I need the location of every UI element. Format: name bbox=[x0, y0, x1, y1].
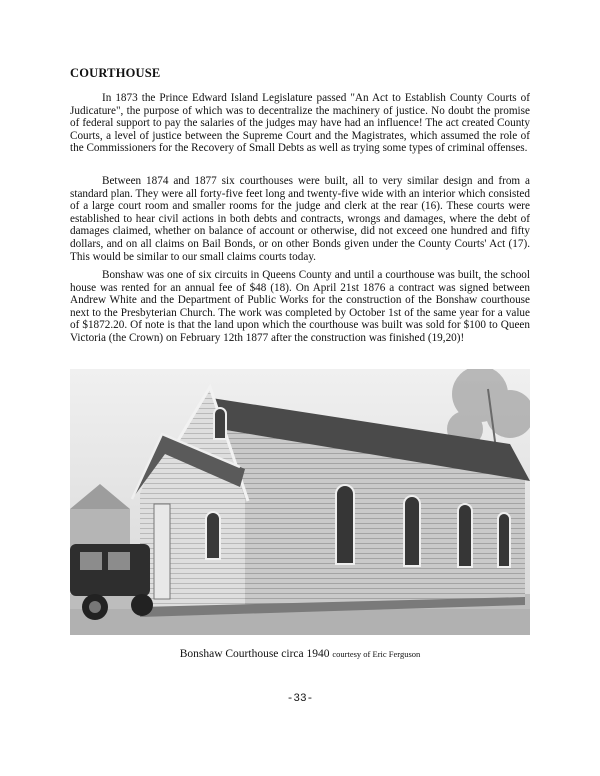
paragraph-3: Bonshaw was one of six circuits in Queens County and until a courthouse was built, the school house was rented for an annual fee of $48 (18). On April 21st 1876 a contract was signed between Andrew White and the Department of Public Works for the construction of the Bonshaw courthouse next to the Presbyterian Church. The work was completed by October 1st of the same year for a value of $1872.20. Of note is that the land upon which the courthouse was built was sold for $100 to Queen Victoria (the Crown) on February 12th 1877 after the construction was finished (19,20)! bbox=[70, 269, 530, 344]
page-number: -33- bbox=[286, 693, 314, 705]
caption-credit: courtesy of Eric Ferguson bbox=[332, 649, 421, 659]
paragraph-2: Between 1874 and 1877 six courthouses were built, all to very similar design and from a standard plan. They were all forty-five feet long and twenty-five wide with an interior which consisted of a large court room and smaller rooms for the judge and clerk at the rear (16). These courts were established to hear civil actions in both debts and contracts, wrongs and damages, where the debt of damages claimed, whether on balance of account or otherwise, did not exceed one hundred and fifty dollars, and on all claims on Bail Bonds, or on other Bonds given under the County Courts' Act (17). This would be similar to our small claims courts today. bbox=[70, 175, 530, 263]
caption-text: Bonshaw Courthouse circa 1940 bbox=[179, 648, 330, 660]
paragraph-1: In 1873 the Prince Edward Island Legislature passed "An Act to Establish County Courts of Judicature", the purpose of which was to decentralize the machinery of justice. No doubt the promise of federal support to pay the salaries of the judges may have had an influence! The act created County Courts, a level of justice between the Supreme Court and the Magistrates, which assumed the role of the Commissioners for the Recovery of Small Debts as well as trying some types of criminal offenses. bbox=[70, 92, 530, 155]
courthouse-photo bbox=[70, 369, 530, 635]
courthouse-illustration bbox=[70, 369, 530, 635]
photo-caption bbox=[0, 648, 600, 660]
section-heading: COURTHOUSE bbox=[70, 66, 161, 80]
